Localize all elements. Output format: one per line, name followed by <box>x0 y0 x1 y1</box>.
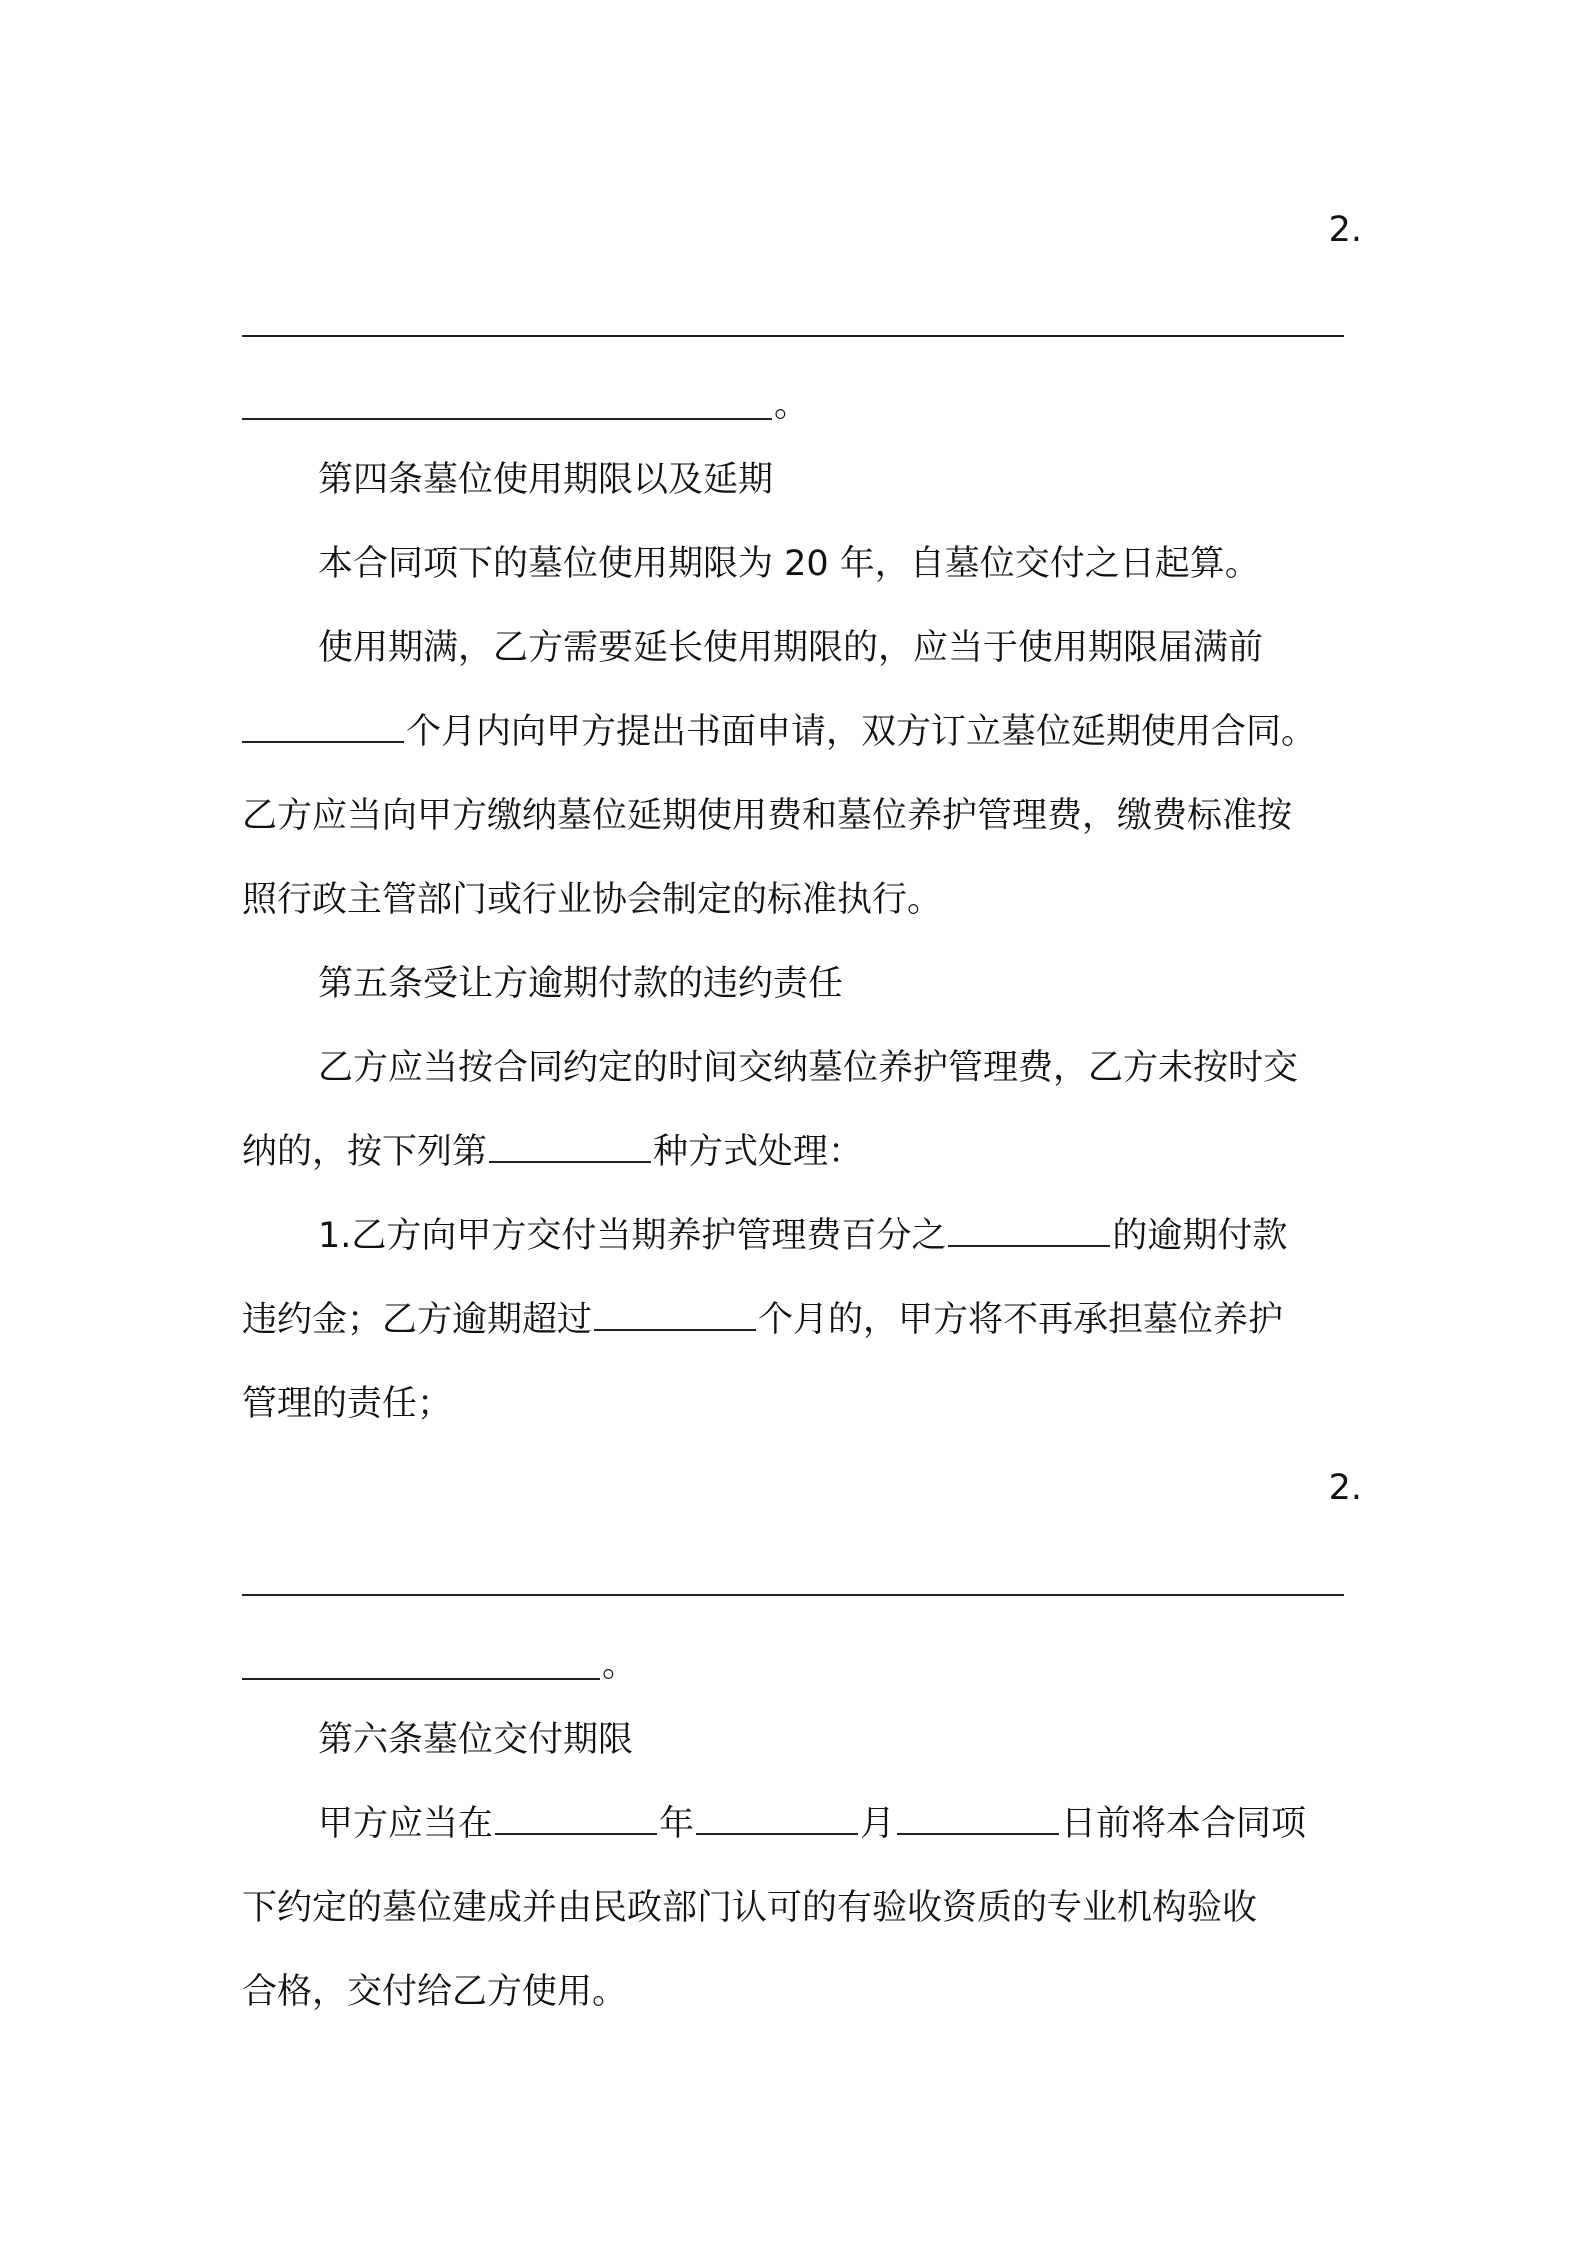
item-number <box>242 1458 1362 1518</box>
blank-field <box>495 1833 657 1835</box>
fill-in-line <box>242 418 772 420</box>
line-text: 的逾期付款 <box>1112 1216 1288 1256</box>
article-6-paragraph-1-line-1 <box>318 1794 1362 1854</box>
article-5-item-1-line-1 <box>318 1206 1362 1266</box>
line-text: 纳的，按下列第 <box>242 1132 488 1172</box>
line-text: 个月内向甲方提出书面申请，双方订立墓位延期使用合同。 <box>406 712 1317 752</box>
article-4-title: 第四条墓位使用期限以及延期 <box>318 460 774 500</box>
article-5-paragraph-1-line-1: 乙方应当按合同约定的时间交纳墓位养护管理费，乙方未按时交 <box>318 1048 1299 1088</box>
period-mark: 。 <box>602 1645 638 1685</box>
article-4-paragraph-2-line-4: 照行政主管部门或行业协会制定的标准执行。 <box>242 880 943 920</box>
blank-field <box>696 1833 858 1835</box>
line-text: 日前将本合同项 <box>1061 1804 1307 1844</box>
article-5-paragraph-1-line-2 <box>242 1122 1362 1182</box>
line-text: 甲方应当在 <box>318 1804 494 1844</box>
article-4-paragraph-1: 本合同项下的墓位使用期限为 20 年，自墓位交付之日起算。 <box>318 544 1260 584</box>
blank-field <box>594 1329 756 1331</box>
article-4-paragraph-2-line-3: 乙方应当向甲方缴纳墓位延期使用费和墓位养护管理费，缴费标准按 <box>242 796 1293 836</box>
fill-in-line <box>242 1678 600 1680</box>
blank-field <box>242 741 404 743</box>
article-5-title: 第五条受让方逾期付款的违约责任 <box>318 964 844 1004</box>
blank-field <box>489 1161 651 1163</box>
period-mark: 。 <box>774 385 810 425</box>
line-text: 种方式处理： <box>653 1132 864 1172</box>
fill-in-line <box>242 1594 1344 1596</box>
blank-field <box>897 1833 1059 1835</box>
item-number-text: 2. <box>1328 1468 1362 1508</box>
article-4-paragraph-2-line-2 <box>242 702 1362 762</box>
line-text: 1.乙方向甲方交付当期养护管理费百分之 <box>318 1216 947 1256</box>
article-6-paragraph-1-line-3: 合格，交付给乙方使用。 <box>242 1972 628 2012</box>
line-text: 年 <box>659 1804 695 1844</box>
line-text: 个月的，甲方将不再承担墓位养护 <box>758 1300 1284 1340</box>
item-number <box>242 200 1362 260</box>
article-5-item-1-line-3: 管理的责任； <box>242 1384 453 1424</box>
fill-in-line <box>242 335 1344 337</box>
line-text: 月 <box>860 1804 896 1844</box>
blank-field <box>948 1245 1110 1247</box>
article-6-paragraph-1-line-2: 下约定的墓位建成并由民政部门认可的有验收资质的专业机构验收 <box>242 1888 1258 1928</box>
article-6-title: 第六条墓位交付期限 <box>318 1720 634 1760</box>
item-number-text: 2. <box>1328 210 1362 250</box>
article-5-item-1-line-2 <box>242 1290 1362 1350</box>
line-text: 违约金；乙方逾期超过 <box>242 1300 593 1340</box>
article-4-paragraph-2-line-1: 使用期满，乙方需要延长使用期限的，应当于使用期限届满前 <box>318 628 1264 668</box>
